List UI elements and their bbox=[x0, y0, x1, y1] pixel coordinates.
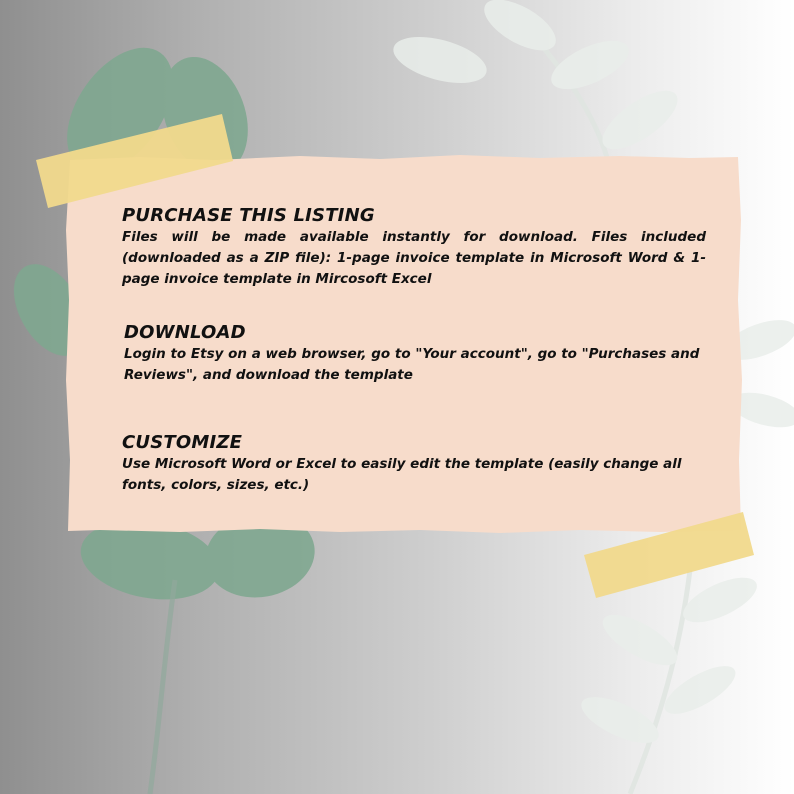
download-heading: DOWNLOAD bbox=[124, 322, 246, 343]
customize-text: Use Microsoft Word or Excel to easily edit the template (easily change all fonts, colors, sizes, etc.) bbox=[122, 456, 682, 493]
download-section bbox=[124, 322, 704, 386]
customize-section bbox=[122, 432, 708, 496]
customize-heading: CUSTOMIZE bbox=[122, 432, 243, 453]
purchase-heading: PURCHASE THIS LISTING bbox=[122, 205, 375, 226]
purchase-section bbox=[122, 205, 706, 290]
download-text: Login to Etsy on a web browser, go to "Your account", go to "Purchases and Reviews", and download the template bbox=[124, 346, 700, 383]
purchase-text: Files will be made available instantly for download. Files included (downloaded as a ZIP file): 1-page invoice template in Microsoft Word & 1-page invoice template in Mircosoft Excel bbox=[122, 229, 706, 287]
